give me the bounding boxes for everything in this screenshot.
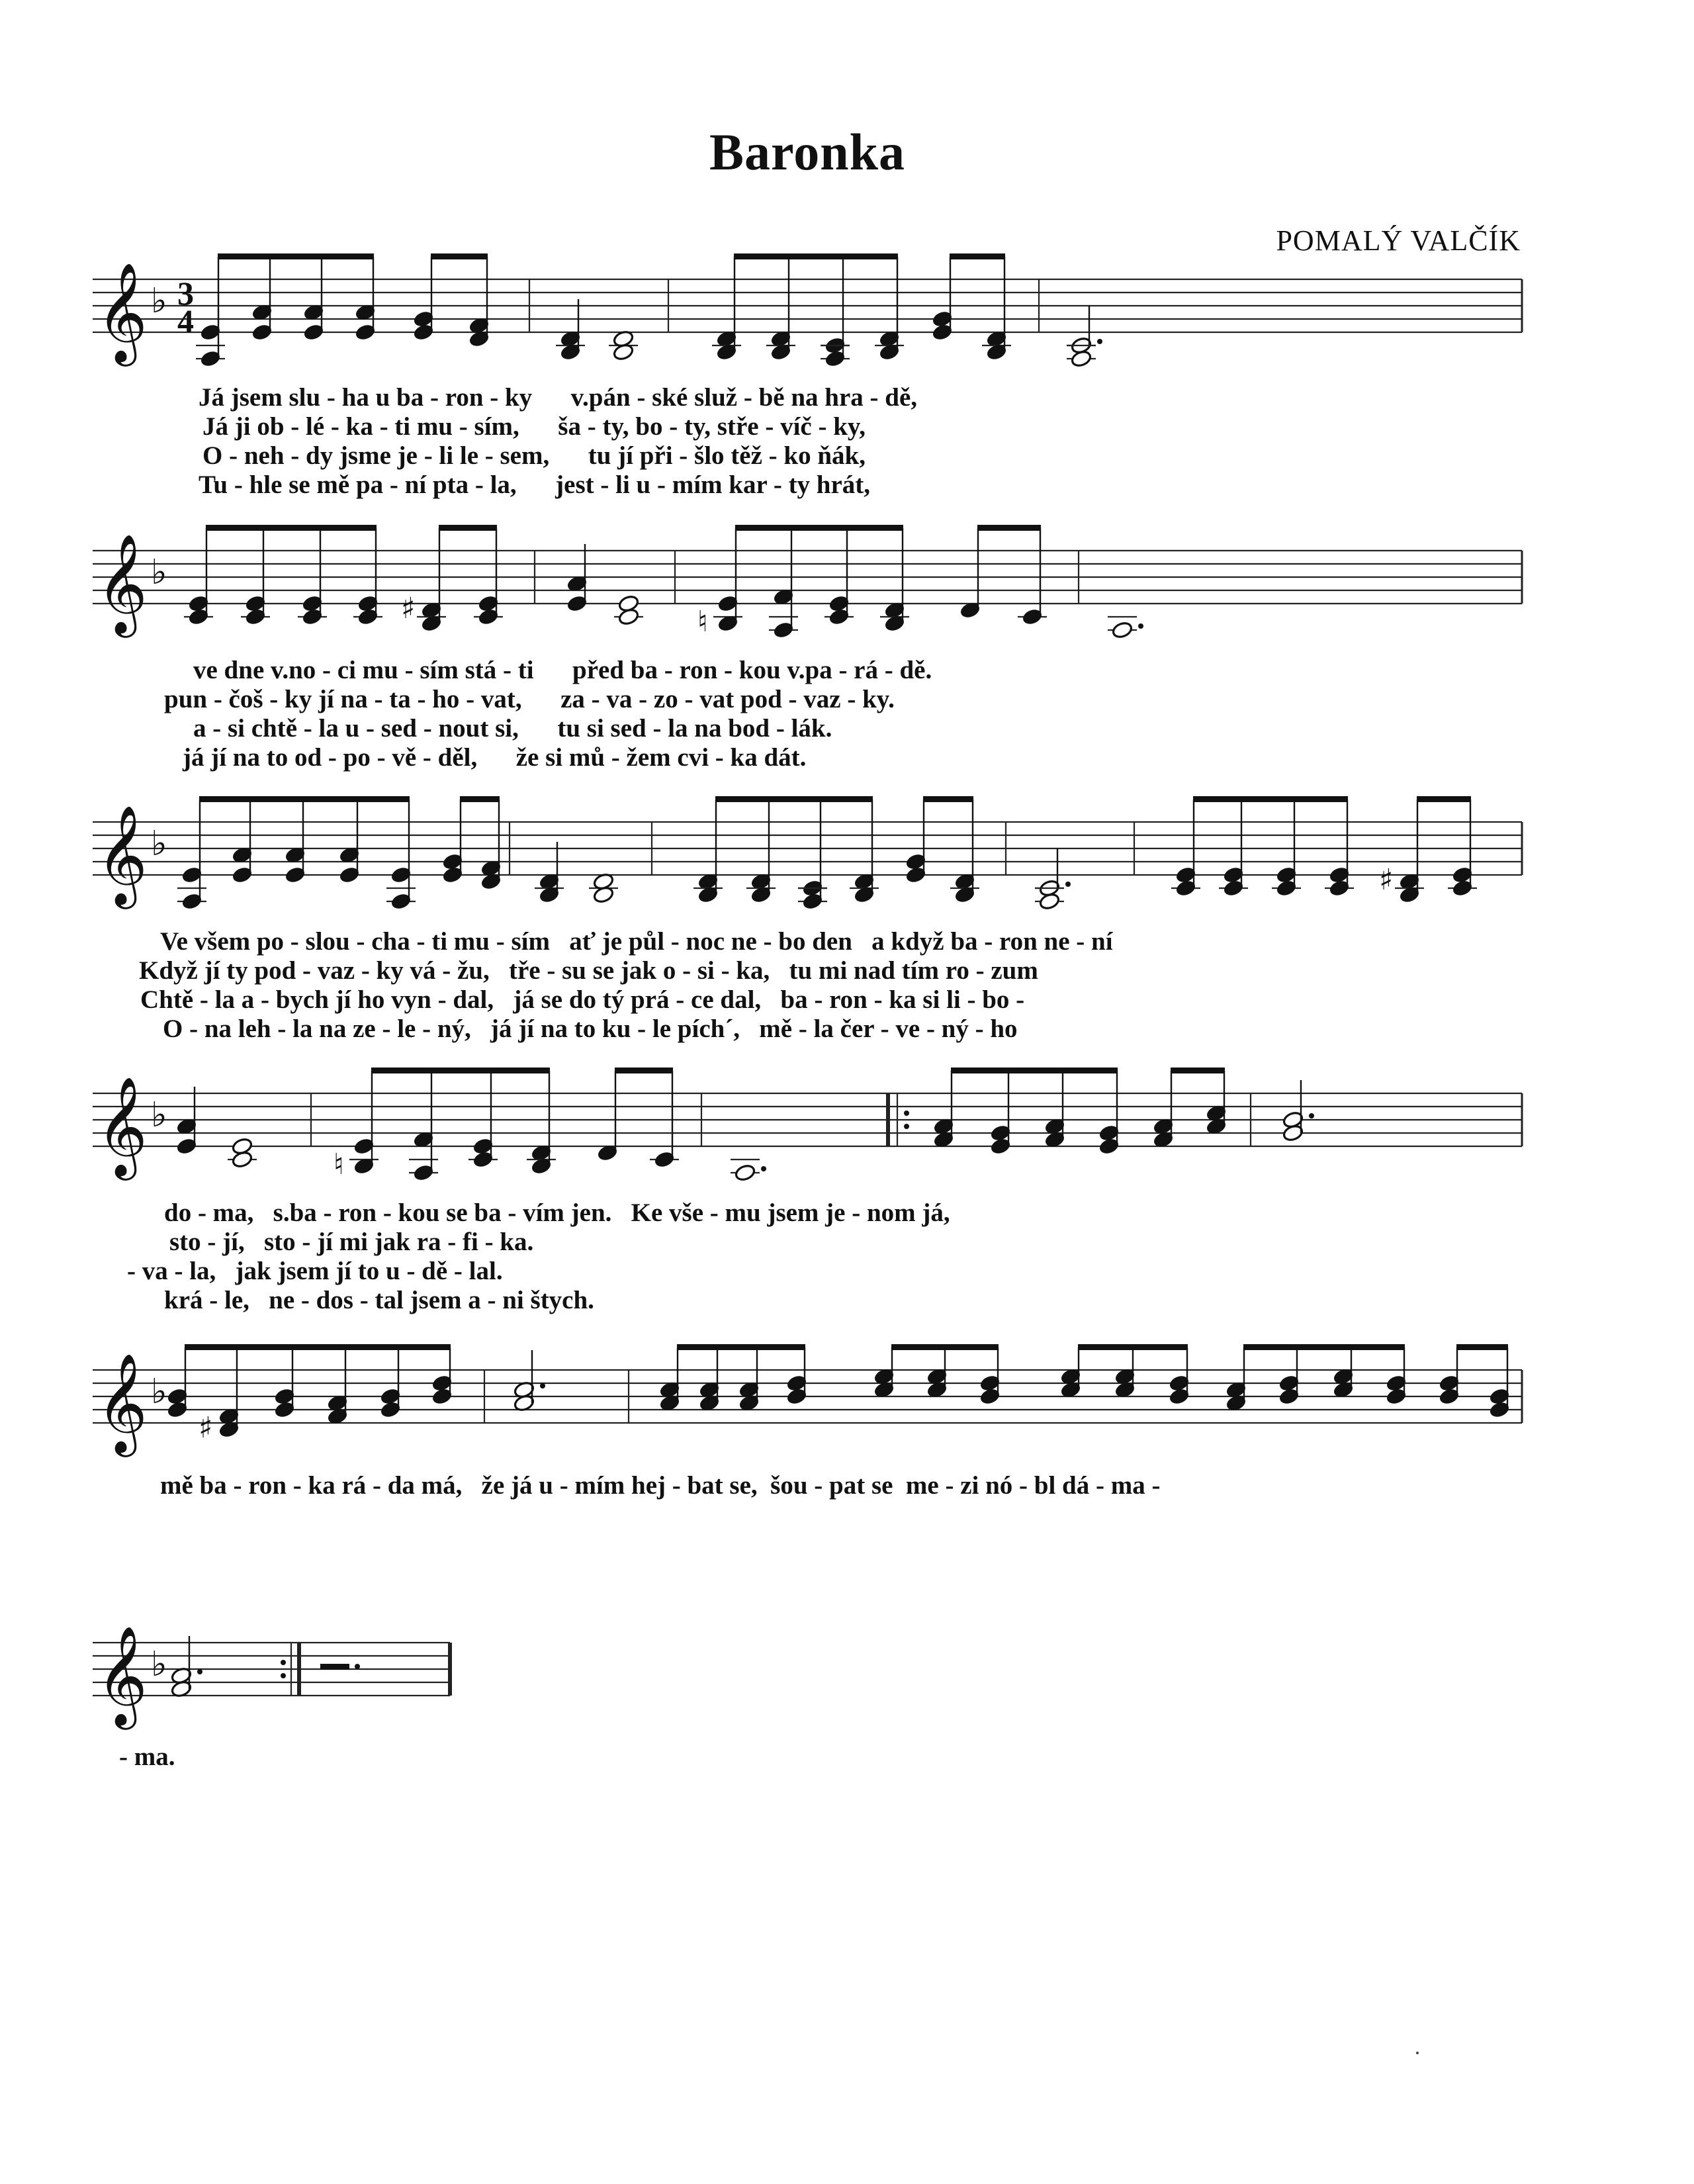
notehead	[734, 1163, 756, 1182]
augmentation-dot	[197, 1669, 202, 1674]
beam	[460, 796, 500, 802]
beam	[199, 796, 410, 802]
augmentation-dot	[355, 1664, 360, 1669]
scan-speck	[1416, 2052, 1419, 2054]
augmentation-dot	[904, 1111, 909, 1116]
augmentation-dot	[1309, 1113, 1314, 1118]
time-signature-bottom: 4	[177, 302, 194, 340]
beam	[735, 525, 903, 531]
lyric-line-s1-v1: Já jsem slu - ha u ba - ron - ky v.pán - ské služ - bě na hra - dě,	[199, 383, 918, 412]
notehead	[1111, 621, 1133, 639]
beam	[615, 1068, 673, 1073]
lyric-line-s3-v3: Chtě - la a - bych jí ho vyn - dal, já se do tý prá - ce dal, ba - ron - ka si li - bo -	[140, 985, 1025, 1014]
lyric-line-s2-v3: a - si chtě - la u - sed - nout si, tu si sed - la na bod - lák.	[193, 714, 832, 743]
half-rest-icon	[320, 1664, 349, 1670]
key-signature-flat-icon: ♭	[151, 1372, 167, 1412]
key-signature-flat-icon: ♭	[151, 824, 167, 864]
beam	[734, 253, 898, 259]
key-signature-flat-icon: ♭	[151, 281, 167, 321]
beam	[1078, 1344, 1188, 1350]
lyric-line-s3-v4: O - na leh - la na ze - le - ný, já jí na to ku - le pích´, mě - la čer - ve - ný - ho	[163, 1015, 1018, 1043]
natural-icon: ♮	[334, 1148, 344, 1181]
lyric-line-s4-v2: sto - jí, sto - jí mi jak ra - fi - ka.	[169, 1228, 534, 1256]
lyric-line-s1-v2: Já ji ob - lé - ka - ti mu - sím, ša - ty, bo - ty, stře - víč - ky,	[202, 412, 866, 441]
augmentation-dot	[761, 1166, 766, 1171]
lyric-line-s2-v2: pun - čoš - ky jí na - ta - ho - vat, za - va - zo - vat pod - vaz - ky.	[164, 685, 895, 713]
beam	[715, 796, 873, 802]
augmentation-dot	[540, 1383, 545, 1388]
augmentation-dot	[1065, 882, 1071, 887]
augmentation-dot	[904, 1124, 909, 1129]
lyric-line-s2-v4: já jí na to od - po - vě - děl, že si mů - žem cvi - ka dát.	[183, 743, 807, 772]
beam	[439, 525, 497, 531]
beam	[218, 253, 374, 259]
song-title: Baronka	[709, 123, 905, 181]
lyric-line-s3-v2: Když jí ty pod - vaz - ky vá - žu, tře - su se jak o - si - ka, tu mi nad tím ro - zum	[139, 956, 1038, 985]
beam	[951, 1068, 1118, 1073]
treble-clef-icon: 𝄞	[97, 804, 148, 905]
beam	[977, 525, 1041, 531]
lyric-line-s5-v1: mě ba - ron - ka rá - da má, že já u - mím hej - bat se, šou - pat se me - zi nó - bl dá - ma -	[160, 1471, 1161, 1500]
lyric-line-s1-v3: O - neh - dy jsme je - li le - sem, tu jí při - šlo těž - ko ňák,	[202, 441, 866, 470]
beam	[1171, 1068, 1225, 1073]
beam	[677, 1344, 805, 1350]
lyric-line-s3-v1: Ve všem po - slou - cha - ti mu - sím ať je půl - noc ne - bo den a když ba - ron ne - ní	[160, 927, 1113, 956]
sharp-icon: ♯	[199, 1411, 213, 1445]
key-signature-flat-icon: ♭	[151, 553, 167, 592]
beam	[1456, 1344, 1508, 1350]
beam	[950, 253, 1005, 259]
treble-clef-icon: 𝄞	[97, 261, 148, 362]
lyric-line-s4-v4: krá - le, ne - dos - tal jsem a - ni štych.	[164, 1286, 594, 1314]
beam	[923, 796, 973, 802]
key-signature-flat-icon: ♭	[151, 1095, 167, 1135]
beam	[371, 1068, 550, 1073]
treble-clef-icon: 𝄞	[97, 533, 148, 633]
time-signature-top: 3	[177, 275, 194, 312]
augmentation-dot	[281, 1673, 286, 1678]
key-signature-flat-icon: ♭	[151, 1645, 167, 1684]
augmentation-dot	[281, 1660, 286, 1665]
natural-icon: ♮	[697, 605, 708, 639]
beam	[185, 1344, 451, 1350]
beam	[1193, 796, 1348, 802]
treble-clef-icon: 𝄞	[97, 1625, 148, 1725]
beam	[206, 525, 377, 531]
augmentation-dot	[1097, 339, 1102, 344]
tempo-marking: POMALÝ VALČÍK	[1276, 224, 1521, 257]
sharp-icon: ♯	[1379, 863, 1394, 897]
lyric-line-s4-v3: - va - la, jak jsem jí to u - dě - lal.	[127, 1257, 503, 1285]
augmentation-dot	[1138, 623, 1143, 629]
beam	[1417, 796, 1471, 802]
beam	[1243, 1344, 1405, 1350]
beam	[891, 1344, 999, 1350]
sharp-icon: ♯	[401, 592, 416, 625]
lyric-line-s1-v4: Tu - hle se mě pa - ní pta - la, jest - li u - mím kar - ty hrát,	[199, 471, 871, 499]
lyric-line-s4-v1: do - ma, s.ba - ron - kou se ba - vím jen. Ke vše - mu jsem je - nom já,	[164, 1199, 950, 1227]
notehead	[617, 608, 639, 626]
treble-clef-icon: 𝄞	[97, 1075, 148, 1176]
notehead	[1070, 349, 1092, 368]
treble-clef-icon: 𝄞	[97, 1352, 148, 1453]
lyric-line-s6-v1: - ma.	[119, 1743, 175, 1771]
lyric-line-s2-v1: ve dne v.no - ci mu - sím stá - ti před ba - ron - kou v.pa - rá - dě.	[193, 656, 932, 684]
notehead	[1038, 892, 1060, 911]
beam	[431, 253, 488, 259]
notehead	[231, 1150, 253, 1169]
